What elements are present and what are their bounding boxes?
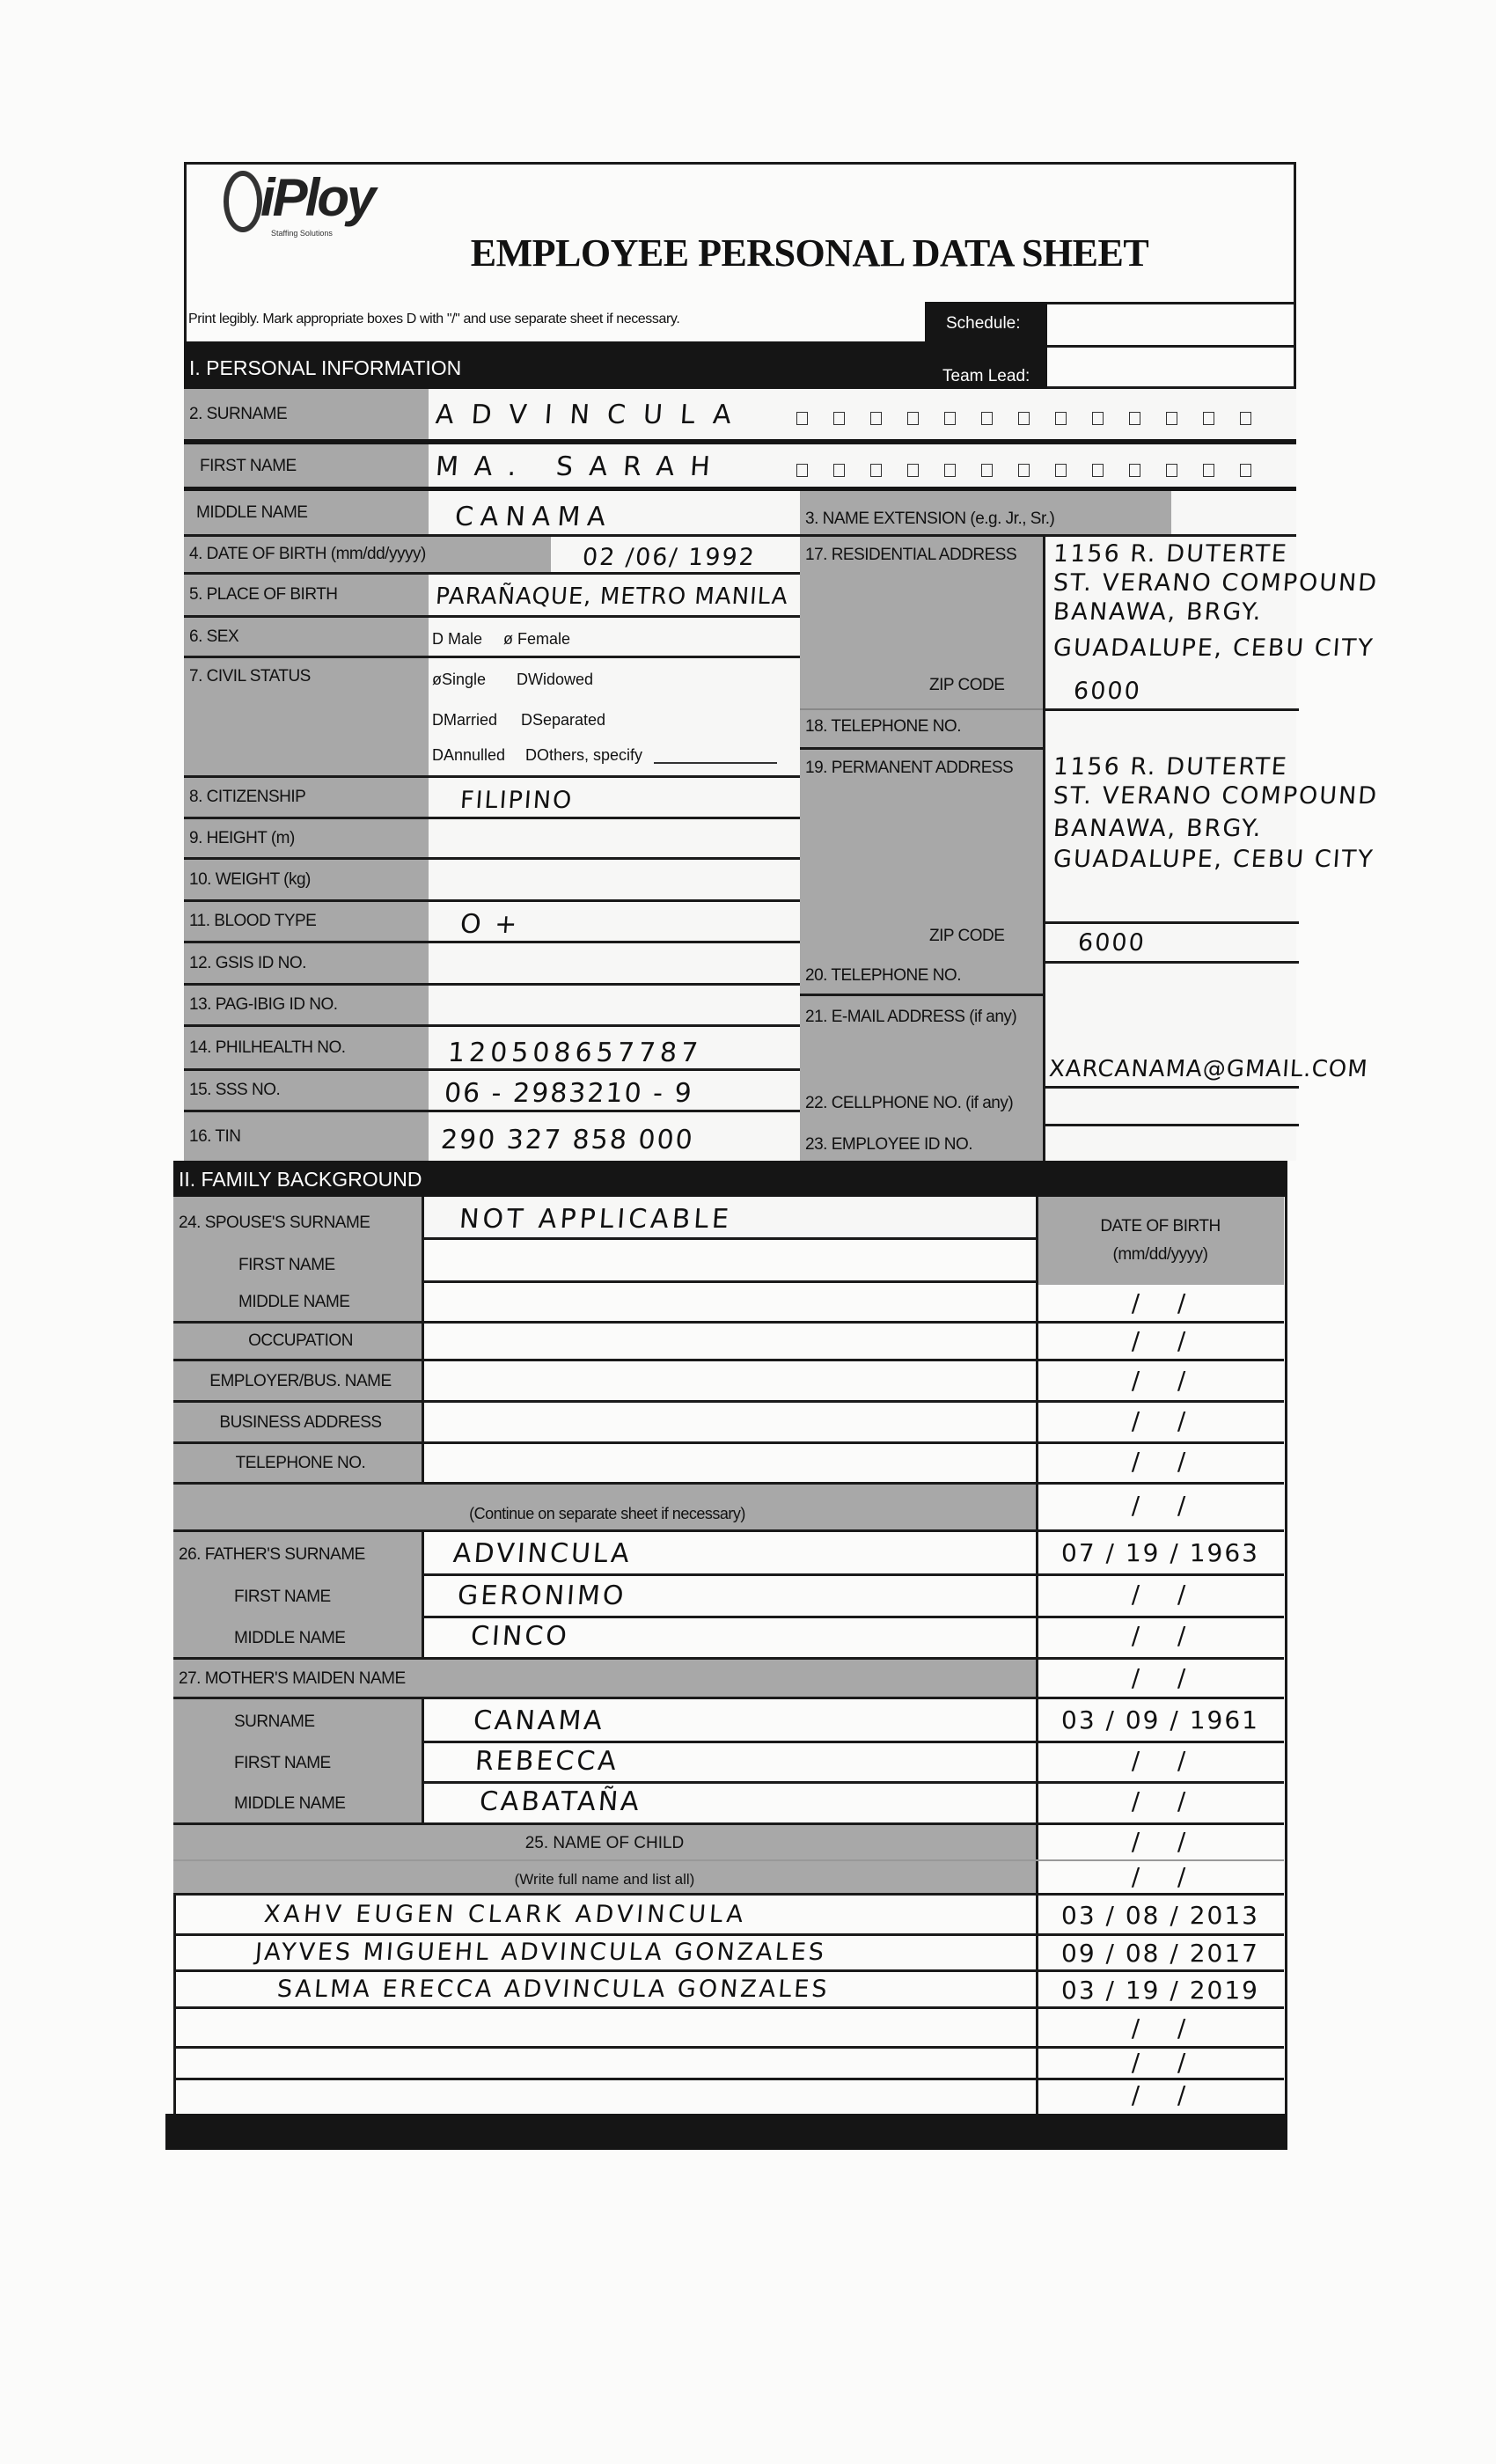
civil-single-checkbox[interactable]: øSingle	[432, 671, 487, 688]
father-surname-label: 26. FATHER'S SURNAME	[179, 1545, 365, 1564]
company-logo	[218, 167, 374, 246]
weight-label: 10. WEIGHT (kg)	[184, 860, 429, 902]
civil-others-checkbox[interactable]: DOthers, specify	[525, 746, 643, 764]
address-line: 1156 R. DUTERTE	[1052, 540, 1289, 568]
dob-entry[interactable]: / /	[1131, 1580, 1190, 1609]
cellphone-label: 22. CELLPHONE NO. (if any)	[805, 1094, 1014, 1112]
tin-value: 290 327 858 000	[439, 1125, 695, 1155]
surname-label: 2. SURNAME	[184, 389, 429, 439]
sex-male-checkbox[interactable]: D Male	[432, 630, 483, 648]
schedule-field[interactable]	[1047, 302, 1296, 348]
sss-value: 06 - 2983210 - 9	[443, 1078, 694, 1109]
telephone-20-label: 20. TELEPHONE NO.	[805, 966, 961, 985]
height-label: 9. HEIGHT (m)	[184, 819, 429, 860]
logo-text: iPloy	[260, 168, 374, 227]
civil-widowed-checkbox[interactable]: DWidowed	[517, 671, 594, 688]
civil-married-checkbox[interactable]: DMarried	[432, 711, 498, 729]
employer-label: EMPLOYER/BUS. NAME	[209, 1372, 392, 1390]
civil-separated-checkbox[interactable]: DSeparated	[521, 711, 606, 729]
father-first-name-value[interactable]: GERONIMO	[456, 1580, 627, 1611]
spouse-surname-label: 24. SPOUSE'S SURNAME	[179, 1214, 370, 1232]
email-label: 21. E-MAIL ADDRESS (if any)	[805, 1008, 1017, 1026]
father-surname-value[interactable]: ADVINCULA	[451, 1538, 633, 1569]
schedule-label-box	[925, 302, 1047, 389]
globe-icon	[224, 171, 262, 232]
residential-address-value[interactable]	[1053, 540, 1378, 662]
pagibig-field[interactable]	[429, 986, 800, 1027]
letter-boxes	[796, 464, 1277, 481]
mother-middle-name-label: MIDDLE NAME	[234, 1794, 346, 1813]
address-line: GUADALUPE, CEBU CITY	[1052, 846, 1375, 873]
father-first-name-label: FIRST NAME	[234, 1588, 331, 1606]
tin-field[interactable]	[429, 1112, 800, 1161]
philhealth-label: 14. PHILHEALTH NO.	[184, 1027, 429, 1071]
sss-field[interactable]	[429, 1071, 800, 1112]
mother-surname-label: SURNAME	[234, 1712, 315, 1731]
first-name-field[interactable]	[429, 444, 1296, 488]
mother-maiden-name-label: 27. MOTHER'S MAIDEN NAME	[173, 1660, 1036, 1698]
name-extension-field[interactable]	[1171, 491, 1296, 537]
pob-value: PARAÑAQUE, METRO MANILA	[434, 583, 789, 610]
first-name-label: FIRST NAME	[184, 444, 429, 488]
letter-boxes	[796, 412, 1277, 429]
citizenship-value: FILIPINO	[458, 787, 575, 814]
spouse-surname-field[interactable]	[424, 1197, 1035, 1237]
section-title: II. FAMILY BACKGROUND	[179, 1168, 422, 1191]
dob-label: 4. DATE OF BIRTH (mm/dd/yyyy)	[184, 537, 551, 575]
dob-entry[interactable]: / /	[1131, 1491, 1190, 1520]
permanent-zip-label: ZIP CODE	[929, 927, 1005, 945]
dob-value: 02 /06/ 1992	[581, 544, 757, 571]
pob-field[interactable]	[429, 575, 800, 618]
dob-entry[interactable]: / /	[1131, 1406, 1190, 1435]
address-line: GUADALUPE, CEBU CITY	[1052, 634, 1375, 662]
dob-entry[interactable]: / /	[1131, 1786, 1190, 1815]
telephone-18-label: 18. TELEPHONE NO.	[805, 717, 961, 736]
civil-status-options	[429, 658, 800, 778]
dob-entry[interactable]: / /	[1131, 1827, 1190, 1856]
pob-label: 5. PLACE OF BIRTH	[184, 575, 429, 618]
address-line: 1156 R. DUTERTE	[1052, 753, 1289, 781]
pagibig-label: 13. PAG-IBIG ID NO.	[184, 986, 429, 1027]
dob-entry[interactable]: / /	[1131, 2048, 1190, 2077]
mother-first-name-label: FIRST NAME	[234, 1754, 331, 1772]
middle-name-field[interactable]	[429, 491, 800, 537]
middle-name-label: MIDDLE NAME	[184, 491, 429, 537]
mother-surname-value[interactable]: CANAMA	[472, 1705, 606, 1736]
civil-annulled-checkbox[interactable]: DAnnulled	[432, 746, 506, 764]
sex-female-checkbox[interactable]: ø Female	[503, 630, 571, 648]
first-name-value: MA. SARAH	[434, 451, 728, 482]
child-name[interactable]: XAHV EUGEN CLARK ADVINCULA	[262, 1901, 748, 1928]
section-title: I. PERSONAL INFORMATION	[189, 356, 462, 379]
permanent-address-label: 19. PERMANENT ADDRESS	[805, 759, 1014, 777]
logo-tagline: Staffing Solutions	[271, 229, 333, 238]
dob-entry[interactable]: / /	[1131, 2013, 1190, 2042]
dob-entry[interactable]: / /	[1131, 1447, 1190, 1476]
page-title: EMPLOYEE PERSONAL DATA SHEET	[470, 231, 1149, 275]
dob-entry[interactable]: / /	[1131, 1326, 1190, 1355]
dob-entry[interactable]: / /	[1131, 1746, 1190, 1775]
height-field[interactable]	[429, 819, 800, 860]
occupation-label: OCCUPATION	[248, 1331, 353, 1350]
others-specify-line[interactable]	[654, 762, 777, 764]
child-dob[interactable]: 03 / 19 / 2019	[1061, 1976, 1259, 2005]
dob-entry[interactable]: / /	[1131, 1288, 1190, 1317]
instructions-text: Print legibly. Mark appropriate boxes D with "/" and use separate sheet if necessary.	[188, 312, 680, 326]
footer-bar	[165, 2114, 1287, 2150]
dob-format: (mm/dd/yyyy)	[1112, 1245, 1208, 1264]
email-value: XARCANAMA@GMAIL.COM	[1047, 1056, 1369, 1082]
team-lead-label: Team Lead:	[942, 367, 1030, 385]
spouse-first-name-label: FIRST NAME	[238, 1256, 335, 1274]
dob-entry[interactable]: / /	[1131, 1663, 1190, 1692]
address-line: ST. VERANO COMPOUND	[1052, 782, 1380, 810]
permanent-zip-value: 6000	[1076, 929, 1147, 957]
father-middle-name-value[interactable]: CINCO	[469, 1621, 571, 1652]
philhealth-field[interactable]	[429, 1027, 800, 1071]
sss-label: 15. SSS NO.	[184, 1071, 429, 1112]
blood-type-label: 11. BLOOD TYPE	[184, 902, 429, 943]
name-extension-label: 3. NAME EXTENSION (e.g. Jr., Sr.)	[800, 491, 1171, 537]
sex-options	[429, 618, 800, 658]
residential-zip-label: ZIP CODE	[929, 676, 1005, 694]
team-lead-field[interactable]	[1047, 348, 1296, 389]
citizenship-label: 8. CITIZENSHIP	[184, 778, 429, 819]
child-header-title: 25. NAME OF CHILD	[524, 1834, 685, 1852]
continue-note: (Continue on separate sheet if necessary)	[173, 1485, 1036, 1531]
surname-value: ADVINCULA	[434, 400, 750, 430]
residential-zip-value: 6000	[1072, 678, 1142, 705]
dob-column-header	[1037, 1197, 1284, 1285]
tin-label: 16. TIN	[184, 1112, 429, 1161]
spouse-telephone-label: TELEPHONE NO.	[235, 1454, 366, 1472]
business-address-label: BUSINESS ADDRESS	[219, 1412, 382, 1432]
family-section-header	[173, 1161, 1287, 1197]
child-dob[interactable]: 03 / 08 / 2013	[1061, 1901, 1259, 1930]
mother-middle-name-value[interactable]: CABATAÑA	[478, 1786, 642, 1817]
dob-entry[interactable]: / /	[1131, 1862, 1190, 1891]
mother-first-name-value[interactable]: REBECCA	[473, 1746, 620, 1777]
address-line: BANAWA, BRGY.	[1052, 598, 1264, 626]
spouse-middle-name-label: MIDDLE NAME	[238, 1293, 350, 1311]
gsis-field[interactable]	[429, 943, 800, 986]
gsis-label: 12. GSIS ID NO.	[184, 943, 429, 986]
mother-dob-value[interactable]: 03 / 09 / 1961	[1061, 1705, 1259, 1734]
middle-name-value: CANAMA	[453, 502, 614, 532]
personal-section-header	[184, 341, 925, 389]
schedule-label: Schedule:	[946, 314, 1021, 333]
civil-status-label: 7. CIVIL STATUS	[184, 658, 429, 778]
blood-type-value: O +	[458, 909, 521, 940]
permanent-address-value[interactable]	[1053, 753, 1378, 873]
citizenship-field[interactable]	[429, 778, 800, 819]
child-name[interactable]: SALMA ERECCA ADVINCULA GONZALES	[275, 1976, 831, 2003]
child-header-note: (Write full name and list all)	[514, 1871, 695, 1888]
dob-field[interactable]	[551, 537, 800, 575]
father-dob-value[interactable]: 07 / 19 / 1963	[1061, 1538, 1259, 1567]
address-line: BANAWA, BRGY.	[1052, 815, 1264, 842]
child-name[interactable]: JAYVES MIGUEHL ADVINCULA GONZALES	[253, 1939, 827, 1966]
child-dob[interactable]: 09 / 08 / 2017	[1061, 1939, 1259, 1968]
spouse-surname-value: NOT APPLICABLE	[458, 1204, 734, 1235]
address-line: ST. VERANO COMPOUND	[1052, 569, 1380, 597]
employee-id-label: 23. EMPLOYEE ID NO.	[805, 1135, 973, 1154]
philhealth-value: 120508657787	[446, 1038, 704, 1068]
sex-label: 6. SEX	[184, 618, 429, 658]
weight-field[interactable]	[429, 860, 800, 902]
surname-field[interactable]	[429, 389, 1296, 439]
father-middle-name-label: MIDDLE NAME	[234, 1629, 346, 1647]
dob-entry[interactable]: / /	[1131, 1366, 1190, 1395]
residential-address-label: 17. RESIDENTIAL ADDRESS	[805, 546, 1017, 564]
dob-entry[interactable]: / /	[1131, 2080, 1190, 2109]
dob-entry[interactable]: / /	[1131, 1621, 1190, 1650]
dob-header: DATE OF BIRTH	[1100, 1217, 1221, 1236]
right-label-column	[800, 537, 1043, 1161]
blood-type-field[interactable]	[429, 902, 800, 943]
